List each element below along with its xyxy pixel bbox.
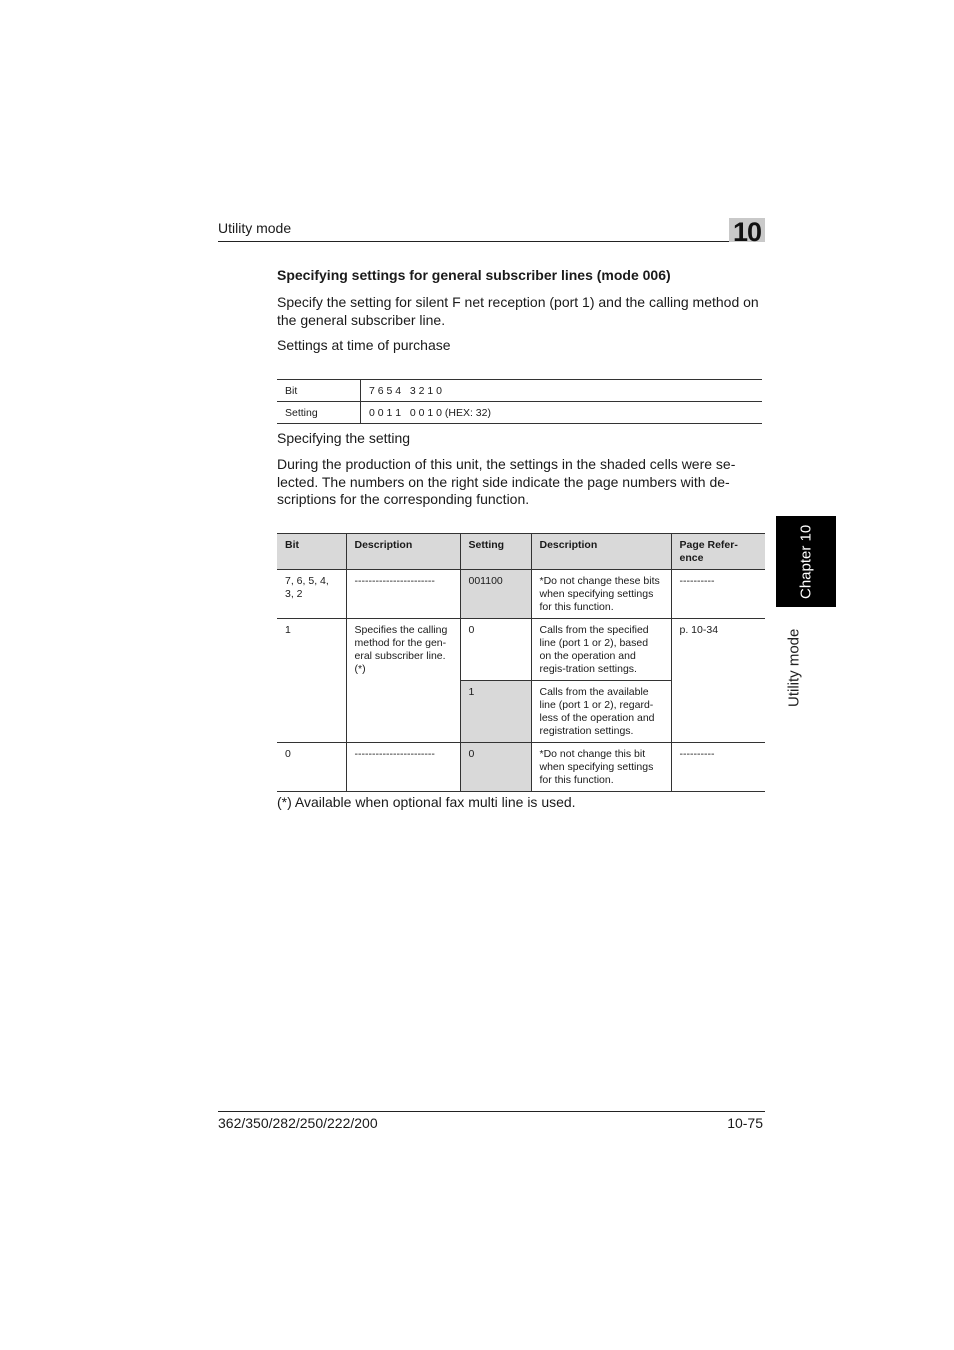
purchase-settings-table (277, 379, 762, 424)
header-page-reference: Page Refer-ence (671, 534, 765, 570)
description-cell: Specifies the calling method for the gen-eral subscriber line. (*) (346, 619, 460, 743)
bit-cell: 7, 6, 5, 4, 3, 2 (277, 570, 346, 619)
table-row (277, 570, 765, 619)
description-cell: ----------------------- (346, 743, 460, 792)
setting-value-cell: 0 0 1 1 0 0 1 0 (HEX: 32) (361, 402, 763, 424)
running-header-title: Utility mode (218, 220, 292, 236)
header-bit: Bit (277, 534, 346, 570)
table-row (277, 619, 765, 681)
header-setting: Setting (460, 534, 531, 570)
page-reference-cell: ---------- (671, 743, 765, 792)
setting-description-cell: Calls from the specified line (port 1 or 2), based on the operation and regis-tration settings. (531, 619, 671, 681)
production-note-paragraph: During the production of this unit, the settings in the shaded cells were se-lected. The numbers on the right side indicate the page numbers with de-scriptions for the corresponding function. (277, 456, 736, 507)
page-reference-cell: ---------- (671, 570, 765, 619)
setting-cell: 001100 (460, 570, 531, 619)
setting-description-cell: *Do not change these bits when specifying settings for this function. (531, 570, 671, 619)
specifying-setting-label: Specifying the setting (277, 430, 411, 446)
bit-cell: 1 (277, 619, 346, 743)
chapter-number-box: 10 (729, 218, 765, 242)
setting-description-cell: *Do not change this bit when specifying settings for this function. (531, 743, 671, 792)
side-tab-chapter-label: Chapter 10 (797, 524, 815, 599)
setting-description-cell: Calls from the available line (port 1 or 2), regard-less of the operation and registration settings. (531, 681, 671, 743)
footer-page-number: 10-75 (727, 1115, 763, 1131)
purchase-settings-label: Settings at time of purchase (277, 337, 451, 353)
intro-paragraph: Specify the setting for silent F net reception (port 1) and the calling method on the general subscriber line. (277, 294, 759, 328)
setting-label-cell: Setting (277, 402, 361, 424)
footer-model-numbers: 362/350/282/250/222/200 (218, 1115, 378, 1131)
table-header-row (277, 534, 765, 570)
section-heading: Specifying settings for general subscriber lines (mode 006) (277, 267, 671, 283)
bit-cell: 0 (277, 743, 346, 792)
setting-cell: 1 (460, 681, 531, 743)
setting-cell: 0 (460, 743, 531, 792)
bit-label-cell: Bit (277, 380, 361, 402)
bit-value-cell: 7 6 5 4 3 2 1 0 (361, 380, 763, 402)
bit-specification-table (277, 533, 765, 792)
table-row (277, 380, 762, 402)
description-cell: ----------------------- (346, 570, 460, 619)
header-description: Description (346, 534, 460, 570)
side-tab-section-label: Utility mode (785, 628, 803, 708)
header-rule (218, 241, 765, 242)
page-reference-cell: p. 10-34 (671, 619, 765, 743)
footer-rule (218, 1111, 765, 1112)
header-setting-description: Description (531, 534, 671, 570)
table-row (277, 743, 765, 792)
setting-cell: 0 (460, 619, 531, 681)
table-row (277, 402, 762, 424)
footnote: (*) Available when optional fax multi line is used. (277, 794, 576, 810)
